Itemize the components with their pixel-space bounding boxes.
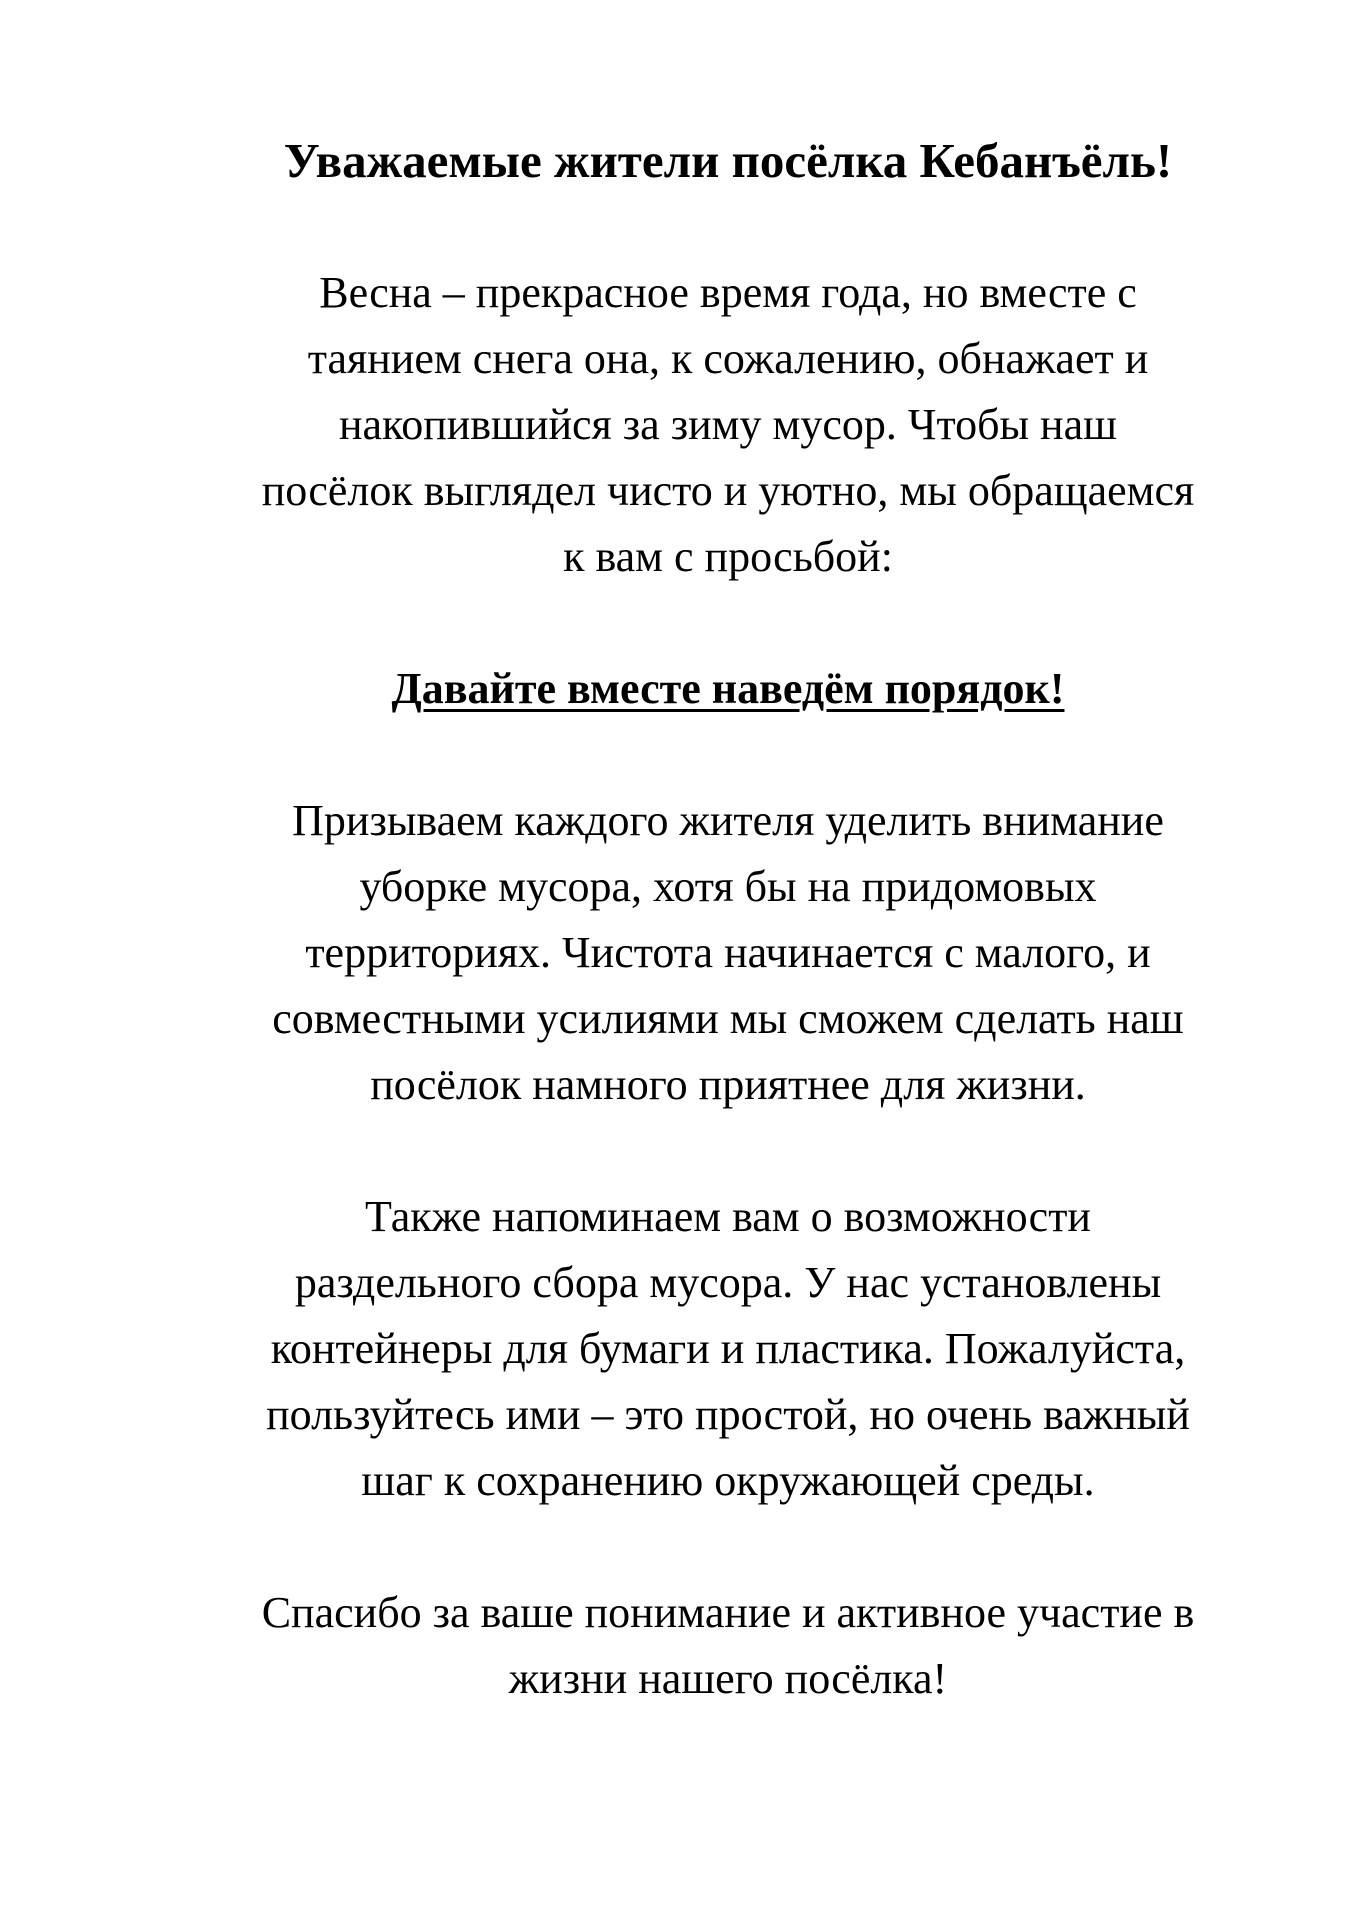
text-line: совместными усилиями мы сможем сделать наш bbox=[272, 994, 1184, 1043]
text-line: жизни нашего посёлка! bbox=[508, 1654, 948, 1703]
paragraph-recycling bbox=[178, 1184, 1278, 1514]
text-line: к вам с просьбой: bbox=[563, 532, 893, 581]
document-title: Уважаемые жители посёлка Кебанъёль! bbox=[283, 133, 1173, 188]
text-line: уборке мусора, хотя бы на придомовых bbox=[359, 862, 1097, 911]
text-line: таянием снега она, к сожалению, обнажает и bbox=[307, 334, 1149, 383]
text-line: шаг к сохранению окружающей среды. bbox=[361, 1456, 1095, 1505]
text-line: посёлок выглядел чисто и уютно, мы обращаемся bbox=[261, 466, 1195, 515]
paragraph-thanks bbox=[178, 1580, 1278, 1712]
text-line: накопившийся за зиму мусор. Чтобы наш bbox=[338, 400, 1118, 449]
text-line: Спасибо за ваше понимание и активное участие в bbox=[261, 1588, 1195, 1637]
text-line: контейнеры для бумаги и пластика. Пожалуйста, bbox=[270, 1324, 1186, 1373]
text-line: пользуйтесь ими – это простой, но очень важный bbox=[266, 1390, 1190, 1439]
text-line: Также напоминаем вам о возможности bbox=[365, 1192, 1091, 1241]
text-line: посёлок намного приятнее для жизни. bbox=[370, 1060, 1086, 1109]
paragraph-cleanup bbox=[178, 788, 1278, 1118]
slogan-heading: Давайте вместе наведём порядок! bbox=[391, 664, 1065, 713]
text-line: территориях. Чистота начинается с малого, и bbox=[305, 928, 1151, 977]
text-line: раздельного сбора мусора. У нас установлены bbox=[294, 1258, 1162, 1307]
document-body bbox=[178, 128, 1278, 1712]
text-line: Весна – прекрасное время года, но вместе с bbox=[319, 268, 1137, 317]
paragraph-intro bbox=[178, 260, 1278, 590]
text-line: Призываем каждого жителя уделить внимание bbox=[292, 796, 1164, 845]
